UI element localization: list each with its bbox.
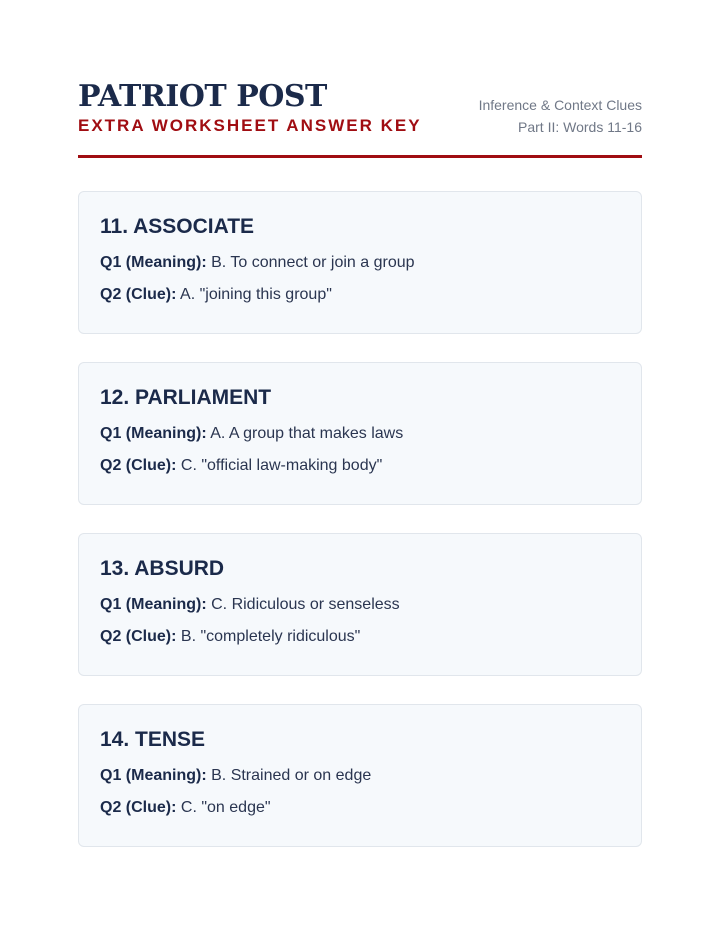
q1-answer: A. A group that makes laws <box>210 425 404 442</box>
q1-answer: B. Strained or on edge <box>211 767 372 784</box>
answer-card <box>78 191 642 334</box>
word-title: 11. ASSOCIATE <box>100 215 255 238</box>
q1-answer-line <box>100 423 620 445</box>
page-header <box>78 78 642 158</box>
answer-card <box>78 704 642 847</box>
brand-block <box>78 78 422 136</box>
q2-answer-line <box>100 626 620 648</box>
q2-label: Q2 (Clue): <box>100 286 177 303</box>
answer-card <box>78 362 642 505</box>
q2-answer: C. "official law-making body" <box>180 457 383 474</box>
q1-label: Q1 (Meaning): <box>100 425 207 442</box>
answer-card-list <box>78 191 642 875</box>
q1-answer-line <box>100 252 620 274</box>
meta-part: Part II: Words 11-16 <box>518 119 642 135</box>
brand-subtitle: EXTRA WORKSHEET ANSWER KEY <box>78 116 422 135</box>
q2-answer: C. "on edge" <box>180 799 271 816</box>
q2-label: Q2 (Clue): <box>100 628 177 645</box>
q2-answer: B. "completely ridiculous" <box>180 628 361 645</box>
brand-title: PATRIOT POST <box>78 79 327 114</box>
q1-answer: C. Ridiculous or senseless <box>211 596 400 613</box>
q2-label: Q2 (Clue): <box>100 457 177 474</box>
q1-answer: B. To connect or join a group <box>211 254 415 271</box>
q2-answer-line <box>100 455 620 477</box>
header-meta <box>479 94 642 138</box>
word-title: 13. ABSURD <box>100 557 225 580</box>
q1-label: Q1 (Meaning): <box>100 254 207 271</box>
q2-label: Q2 (Clue): <box>100 799 177 816</box>
worksheet-page <box>78 78 642 816</box>
q1-label: Q1 (Meaning): <box>100 767 207 784</box>
q1-answer-line <box>100 765 620 787</box>
answer-card <box>78 533 642 676</box>
q1-answer-line <box>100 594 620 616</box>
q2-answer-line <box>100 797 620 819</box>
word-title: 12. PARLIAMENT <box>100 386 272 409</box>
q2-answer: A. "joining this group" <box>180 286 332 303</box>
meta-topic: Inference & Context Clues <box>478 97 642 113</box>
q1-label: Q1 (Meaning): <box>100 596 207 613</box>
q2-answer-line <box>100 284 620 306</box>
word-title: 14. TENSE <box>100 728 206 751</box>
